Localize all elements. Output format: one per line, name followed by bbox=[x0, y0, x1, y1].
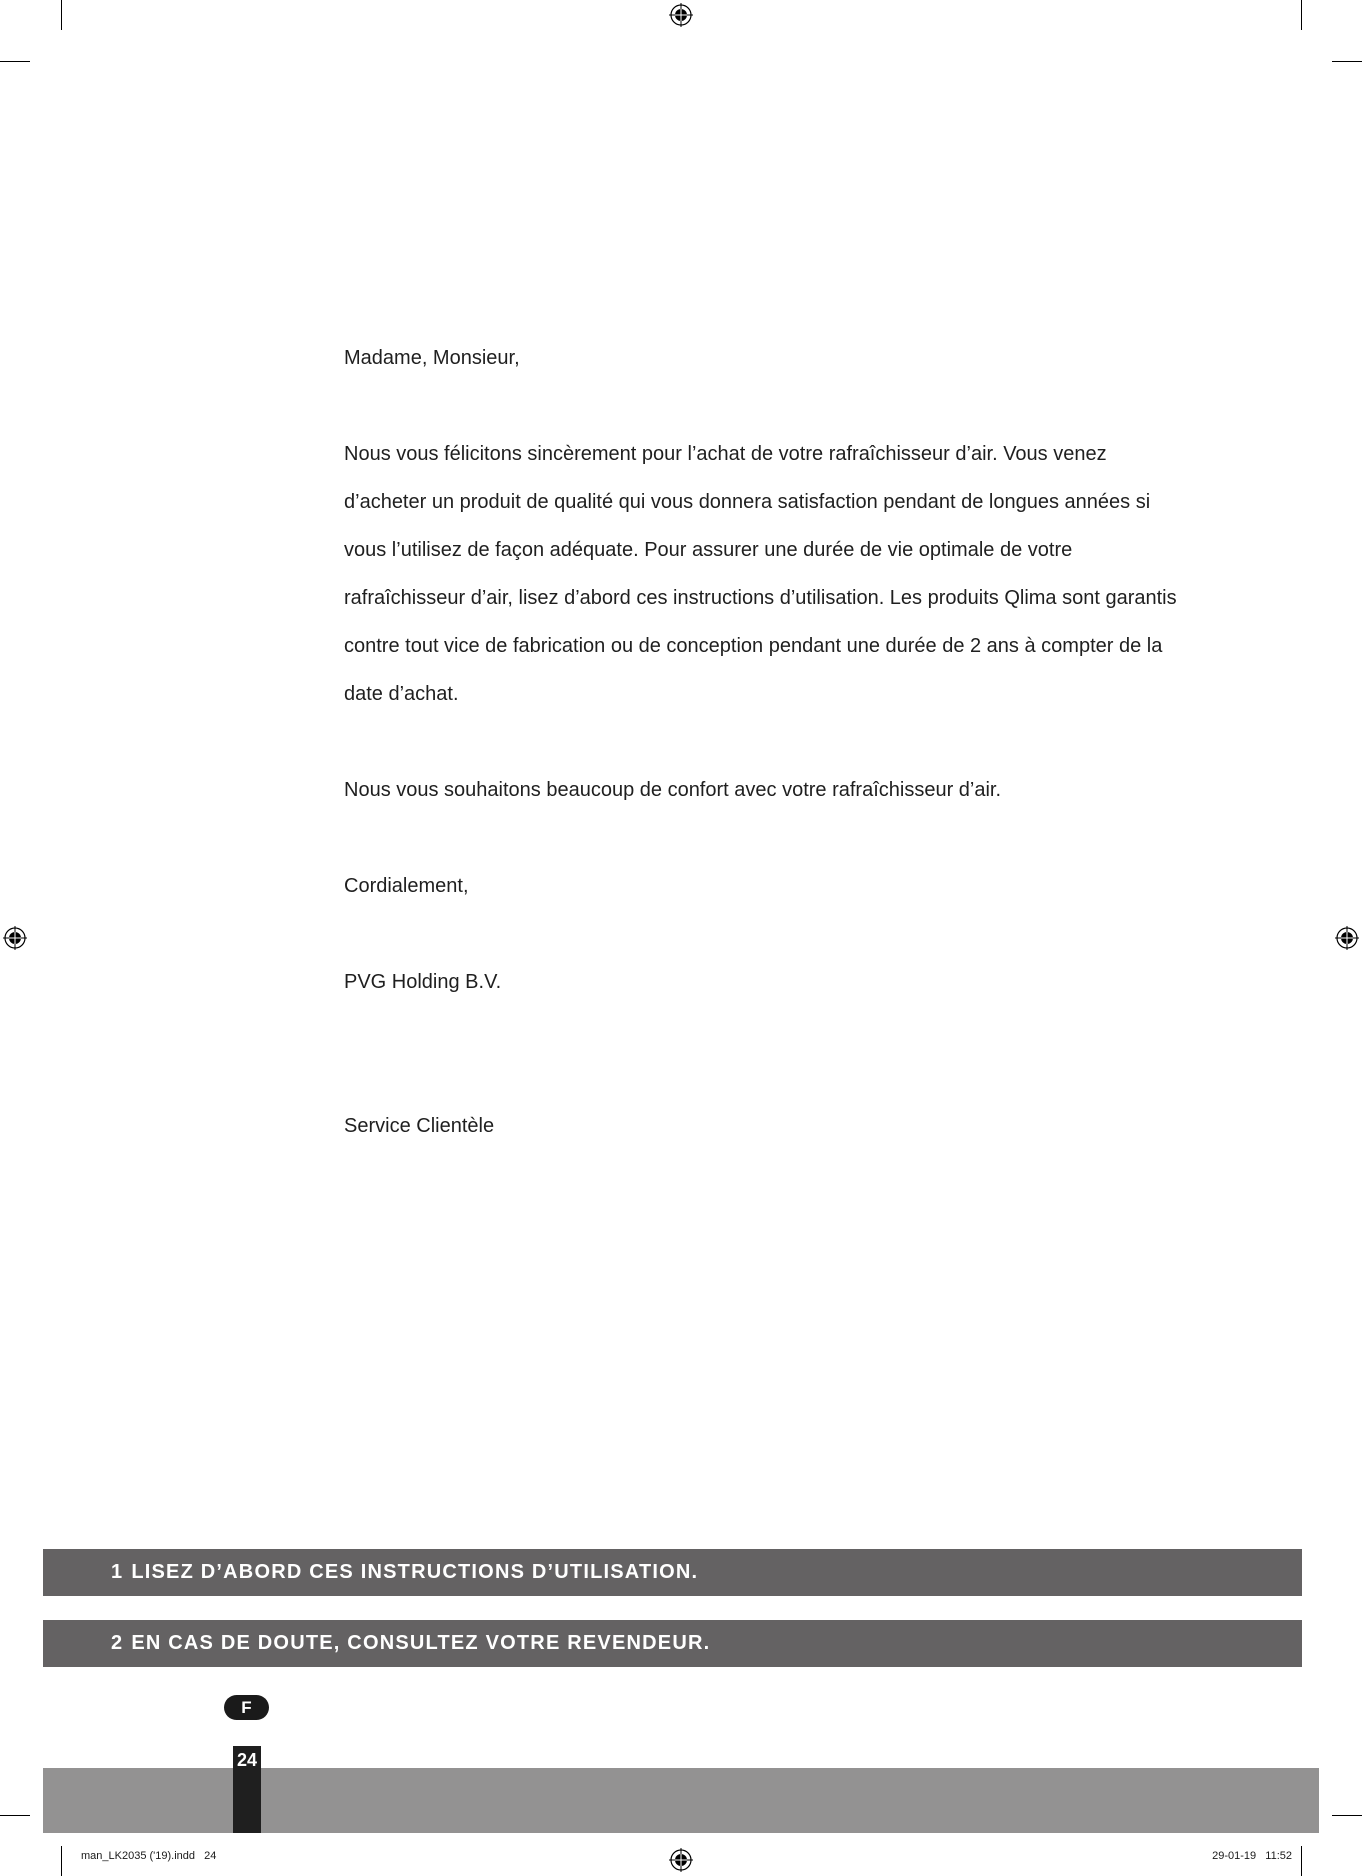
spacer bbox=[344, 910, 1184, 958]
closing: Cordialement, bbox=[344, 875, 469, 897]
language-badge: F bbox=[224, 1695, 269, 1720]
crop-mark bbox=[1332, 1815, 1362, 1816]
instruction-number: 1 bbox=[111, 1561, 124, 1583]
crop-mark bbox=[1301, 1846, 1302, 1876]
instruction-banner-1 bbox=[43, 1549, 1302, 1596]
page-number: 24 bbox=[233, 1746, 261, 1833]
spacer bbox=[344, 718, 1184, 766]
slug-file: man_LK2035 ('19).indd 24 bbox=[81, 1850, 217, 1862]
crop-mark bbox=[1332, 61, 1362, 62]
spacer bbox=[344, 382, 1184, 430]
instruction-banner-2 bbox=[43, 1620, 1302, 1667]
company-name: PVG Holding B.V. bbox=[344, 971, 502, 993]
registration-mark-icon bbox=[1335, 926, 1359, 950]
instruction-text: EN CAS DE DOUTE, CONSULTEZ VOTRE REVENDEUR. bbox=[131, 1632, 711, 1654]
intro-paragraph: Nous vous félicitons sincèrement pour l’achat de votre rafraîchisseur d’air. Vous venez d’acheter un produit de qualité qui vous donnera satisfaction pendant de longues années si vous l’utilisez de façon adéquate. Pour assurer une durée de vie optimale de votre rafraîchisseur d’air, lisez d’abord ces instructions d’utilisation. Les produits Qlima sont garantis contre tout vice de fabrication ou de conception pendant une durée de 2 ans à compter de la date d’achat. bbox=[344, 443, 1177, 705]
instruction-text: LISEZ D’ABORD CES INSTRUCTIONS D’UTILISATION. bbox=[131, 1561, 699, 1583]
instruction-number: 2 bbox=[111, 1632, 124, 1654]
slug-datetime: 29-01-19 11:52 bbox=[1212, 1850, 1292, 1862]
wish-paragraph: Nous vous souhaitons beaucoup de confort avec votre rafraîchisseur d’air. bbox=[344, 779, 1002, 801]
crop-mark bbox=[61, 0, 62, 30]
registration-mark-icon bbox=[669, 1848, 693, 1872]
registration-mark-icon bbox=[669, 3, 693, 27]
crop-mark bbox=[1301, 0, 1302, 30]
crop-mark bbox=[0, 61, 30, 62]
registration-mark-icon bbox=[3, 926, 27, 950]
salutation: Madame, Monsieur, bbox=[344, 347, 520, 369]
crop-mark bbox=[0, 1815, 30, 1816]
crop-mark bbox=[61, 1846, 62, 1876]
department-name: Service Clientèle bbox=[344, 1115, 495, 1137]
spacer bbox=[344, 1006, 1184, 1102]
spacer bbox=[344, 814, 1184, 862]
letter-body bbox=[344, 334, 1184, 1150]
